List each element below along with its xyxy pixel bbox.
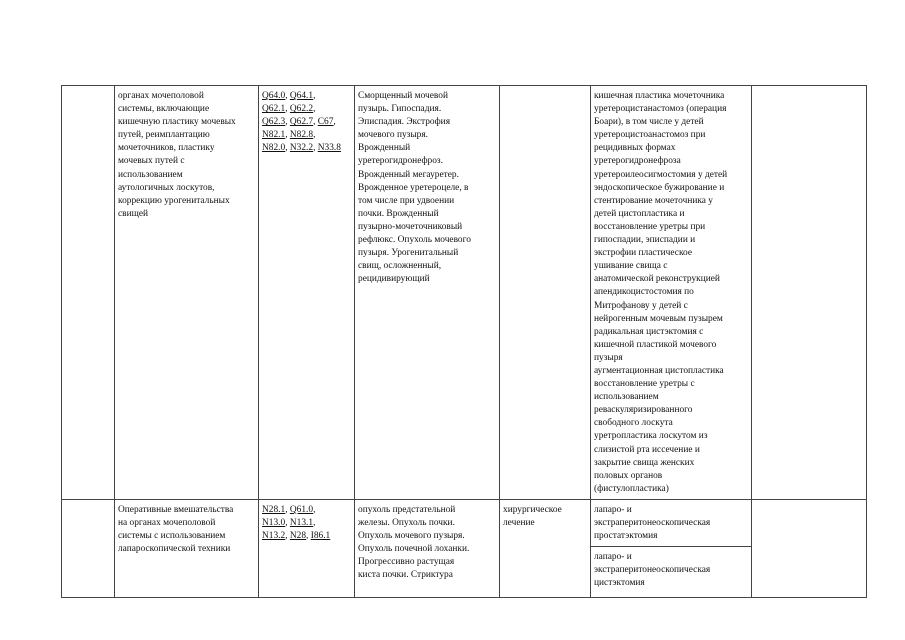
text-line: киста почки. Стриктура: [358, 570, 453, 581]
intervention-cell: [115, 499, 259, 597]
text-line: лечение: [503, 518, 535, 528]
icd-code-link[interactable]: N82.0: [262, 143, 286, 154]
text-line: лапаро- и: [594, 504, 632, 515]
cost-cell: [752, 499, 867, 597]
icd-code-link[interactable]: N28.1: [262, 504, 286, 515]
text-line: мочевого пузыря.: [358, 130, 428, 141]
text-line: ушивание свища с: [594, 261, 668, 272]
diagnosis-cell: [355, 86, 500, 500]
icd-code-link[interactable]: N13.2: [262, 531, 286, 542]
icd-code-link[interactable]: N82.8: [289, 130, 314, 141]
row-number-cell: [62, 86, 115, 500]
medical-procedures-table: [61, 85, 867, 598]
icd-code-link[interactable]: Q62.2: [289, 104, 314, 115]
code-separator: ,: [333, 117, 336, 128]
text-line: хирургическое: [503, 504, 562, 515]
cost-cell: [752, 86, 867, 500]
text-line: апендикоцистостомия по: [594, 287, 694, 298]
text-line: аутологичных лоскутов,: [118, 182, 215, 193]
text-line: лапаро- и: [594, 552, 632, 563]
text-line: аугментационная цистопластика: [594, 365, 724, 376]
code-separator: ,: [313, 130, 316, 141]
text-line: путей, реимплантацию: [118, 130, 210, 141]
icd-code-link[interactable]: Q61.0: [289, 504, 314, 515]
text-line: том числе при удвоении: [358, 195, 455, 206]
treatment-type-cell: [500, 499, 591, 597]
icd-code-link[interactable]: N82.1: [262, 130, 286, 141]
text-line: кишечную пластику мочевых: [118, 117, 236, 128]
text-line: кишечная пластика мочеточника: [594, 91, 725, 101]
icd-code-link[interactable]: C67: [317, 117, 334, 128]
code-separator: ,: [285, 104, 290, 115]
icd-codes-cell: [259, 86, 355, 500]
text-line: экстраперитонеоскопическая: [594, 565, 711, 576]
text-line: пузыря. Урогенитальный: [358, 248, 459, 259]
text-line: Врожденный мегауретер.: [358, 169, 459, 180]
text-line: половых органов: [594, 470, 663, 481]
text-line: пузырно-мочеточниковый: [358, 221, 463, 232]
intervention-text: [118, 90, 255, 221]
code-separator: ,: [285, 130, 290, 141]
row-number-cell: [62, 499, 115, 597]
text-line: анатомической реконструкцией: [594, 274, 720, 285]
text-line: на органах мочеполовой: [118, 518, 216, 528]
text-line: рефлюкс. Опухоль мочевого: [358, 235, 471, 246]
code-separator: ,: [313, 117, 318, 128]
text-line: железы. Опухоль почки.: [358, 518, 455, 528]
icd-code-link[interactable]: Q62.3: [262, 117, 286, 128]
icd-code-link[interactable]: N13.1: [289, 518, 314, 528]
text-line: пузыря: [594, 352, 623, 363]
text-line: Боари), в том числе у детей: [594, 117, 704, 128]
icd-codes: [262, 90, 351, 155]
icd-code-link[interactable]: Q62.1: [262, 104, 286, 115]
text-line: коррекцию урогенитальных: [118, 195, 230, 206]
text-line: Прогрессивно растущая: [358, 557, 455, 568]
text-line: системы, включающие: [118, 104, 210, 115]
text-line: Опухоль почечной лоханки.: [358, 544, 470, 555]
text-line: Сморщенный мочевой: [358, 91, 448, 101]
treatment-method-part: [591, 500, 751, 546]
text-line: рецидивных формах: [594, 143, 676, 154]
text-line: уретерогидронефроз.: [358, 156, 443, 167]
text-line: мочеточников, пластику: [118, 143, 215, 154]
code-line: [262, 103, 351, 116]
text-line: (фистулопластика): [594, 483, 669, 494]
text-line: мочевых путей с: [118, 156, 185, 167]
text-line: свободного лоскута: [594, 418, 673, 429]
icd-code-link[interactable]: Q64.1: [289, 91, 314, 101]
text-line: свищей: [118, 208, 149, 219]
text-line: лапароскопической техники: [118, 544, 231, 555]
text-line: органах мочеполовой: [118, 91, 204, 101]
text-line: восстановление уретры с: [594, 379, 695, 390]
treatment-method-cell: [591, 499, 752, 597]
text-line: стентирование мочеточника у: [594, 195, 713, 206]
code-separator: ,: [306, 531, 311, 542]
code-line: [262, 504, 351, 517]
text-line: эндоскопическое бужирование и: [594, 182, 725, 193]
table-row: [62, 499, 867, 597]
text-line: уретерогидронефроза: [594, 156, 681, 167]
treatment-type-text: [503, 504, 587, 530]
text-line: Эписпадия. Экстрофия: [358, 117, 451, 128]
text-line: пузырь. Гипоспадия.: [358, 104, 442, 115]
text-line: системы с использованием: [118, 531, 226, 542]
icd-code-link[interactable]: N28: [289, 531, 307, 542]
text-line: уретероилеосигмостомия у детей: [594, 169, 728, 180]
text-line: экстраперитонеоскопическая: [594, 518, 711, 528]
icd-codes-cell: [259, 499, 355, 597]
code-separator: ,: [285, 518, 290, 528]
icd-code-link[interactable]: N32.2: [289, 143, 314, 154]
treatment-type-cell: [500, 86, 591, 500]
diagnosis-cell: [355, 499, 500, 597]
icd-codes: [262, 504, 351, 543]
code-line: [262, 90, 351, 103]
code-separator: ,: [285, 504, 290, 515]
text-line: Митрофанову у детей с: [594, 300, 688, 311]
text-line: радикальная цистэктомия с: [594, 326, 704, 337]
code-line: [262, 116, 351, 129]
code-line: [262, 142, 351, 155]
text-line: использованием: [118, 169, 183, 180]
code-separator: ,: [313, 143, 318, 154]
text-line: гипоспадии, эписпадии и: [594, 235, 696, 246]
text-line: уретропластика лоскутом из: [594, 431, 708, 442]
text-line: рецидивирующий: [358, 274, 430, 285]
diagnosis-text: [358, 90, 496, 286]
text-line: цистэктомия: [594, 578, 645, 589]
icd-code-link[interactable]: I86.1: [310, 531, 331, 542]
icd-code-link[interactable]: Q64.0: [262, 91, 286, 101]
treatment-method-part: [591, 546, 751, 593]
text-line: детей цистопластика и: [594, 208, 685, 219]
text-line: нейрогенным мочевым пузырем: [594, 313, 723, 324]
text-line: слизистой рта иссечение и: [594, 444, 700, 455]
text-line: кишечной пластикой мочевого: [594, 339, 717, 350]
code-separator: ,: [313, 91, 316, 101]
treatment-method-text: [594, 90, 748, 496]
text-line: Врожденный: [358, 143, 411, 154]
text-line: Оперативные вмешательства: [118, 504, 234, 515]
text-line: почки. Врожденный: [358, 208, 439, 219]
text-line: экстрофии пластическое: [594, 248, 692, 259]
intervention-cell: [115, 86, 259, 500]
icd-code-link[interactable]: Q62.7: [289, 117, 314, 128]
code-line: [262, 530, 351, 543]
code-separator: ,: [313, 518, 316, 528]
icd-code-link[interactable]: N13.0: [262, 518, 286, 528]
icd-code-link[interactable]: N33.8: [317, 143, 341, 154]
text-line: опухоль предстательной: [358, 504, 456, 515]
text-line: уретероцистоанастомоз при: [594, 130, 706, 141]
intervention-text: [118, 504, 255, 556]
code-line: [262, 129, 351, 142]
code-separator: ,: [313, 104, 316, 115]
text-line: Опухоль мочевого пузыря.: [358, 531, 465, 542]
code-line: [262, 517, 351, 530]
text-line: свищ, осложненный,: [358, 261, 442, 272]
table-row: [62, 86, 867, 500]
text-line: использованием: [594, 392, 659, 403]
text-line: простатэктомия: [594, 531, 658, 542]
text-line: реваскуляризированного: [594, 405, 693, 416]
code-separator: ,: [285, 117, 290, 128]
code-separator: ,: [313, 504, 316, 515]
treatment-method-cell: [591, 86, 752, 500]
code-separator: ,: [285, 143, 290, 154]
text-line: восстановление уретры при: [594, 221, 706, 232]
code-separator: ,: [285, 531, 290, 542]
text-line: закрытие свища женских: [594, 457, 695, 468]
text-line: уретероцистанастомоз (операция: [594, 104, 727, 115]
diagnosis-text: [358, 504, 496, 583]
code-separator: ,: [285, 91, 290, 101]
text-line: Врожденное уретероцеле, в: [358, 182, 469, 193]
